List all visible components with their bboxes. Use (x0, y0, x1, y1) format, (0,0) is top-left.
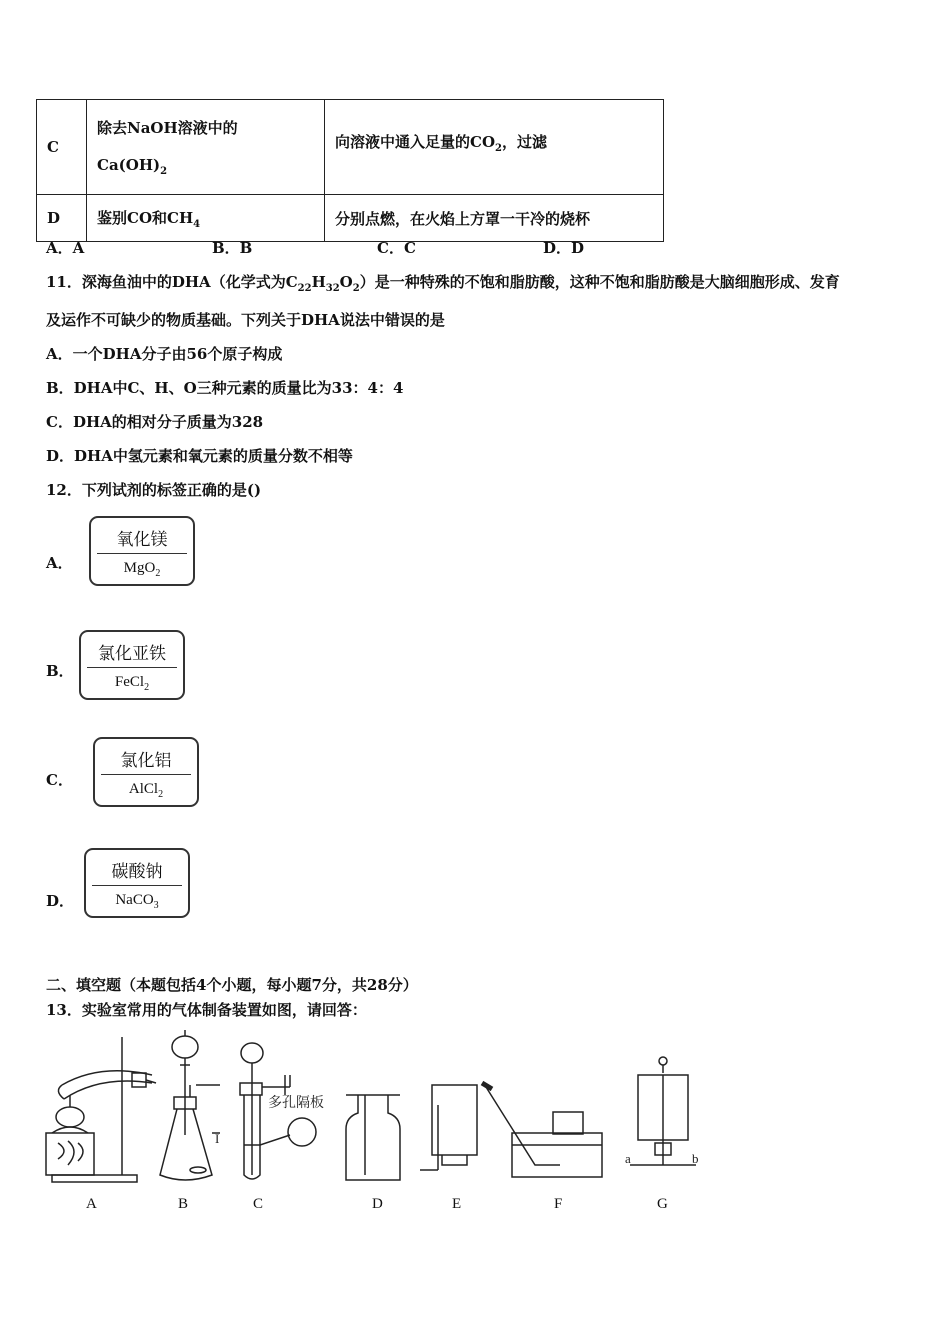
q11-stem: 11．深海鱼油中的DHA（化学式为$C_{22}H_{32}O_2$）是一种特殊的不饱和脂肪酸，这种不饱和脂肪酸是大脑细胞形成、发育 (46, 273, 840, 294)
port-a-label: a (625, 1151, 631, 1166)
port-b-label: b (692, 1151, 699, 1166)
porous-plate-label: 多孔隔板 (268, 1095, 324, 1111)
q11-option-c: C．DHA的相对分子质量为328 (46, 413, 264, 431)
task-line2: $Ca(OH)_2$ (97, 156, 168, 177)
row-method: 分别点燃，在火焰上方罩一干冷的烧杯 (325, 195, 664, 242)
label-divider (92, 885, 182, 886)
choice-b: B．B (212, 239, 253, 257)
choice-d: D．D (543, 239, 585, 257)
label-divider (101, 774, 191, 775)
q12-stem: 12．下列试剂的标签正确的是() (46, 481, 262, 499)
apparatus-e (420, 1085, 477, 1170)
q12-letter-b: B． (46, 662, 74, 680)
apparatus-label-b: B (178, 1196, 189, 1212)
apparatus-d (346, 1095, 400, 1180)
reagent-label-c (93, 737, 199, 807)
reagent-name: 碳酸钠 (111, 862, 163, 882)
table-row (37, 100, 664, 195)
apparatus-label-f: F (554, 1196, 563, 1212)
q11-stem-line2: 及运作不可缺少的物质基础。下列关于DHA说法中错误的是 (46, 311, 445, 329)
reagent-name: 氯化亚铁 (98, 644, 166, 664)
mark-i: I (215, 1131, 220, 1146)
label-divider (97, 553, 187, 554)
row-task (87, 100, 325, 195)
apparatus-f (482, 1083, 602, 1177)
q11-option-b: B．DHA中C、H、O三种元素的质量比为33：4：4 (46, 379, 404, 397)
reagent-label-b (79, 630, 185, 700)
row-label: D (37, 195, 87, 242)
reagent-name: 氯化铝 (120, 751, 172, 771)
apparatus-label-d: D (372, 1196, 383, 1212)
choice-a: A．A (46, 239, 85, 257)
q13-stem: 13．实验室常用的气体制备装置如图，请回答： (46, 1001, 367, 1019)
reagent-formula: AlCl$_2$ (128, 781, 164, 800)
q10-choices (0, 237, 950, 257)
apparatus-label-a: A (86, 1196, 97, 1212)
apparatus-label-e: E (452, 1196, 462, 1212)
q11-option-a: A．一个DHA分子由56个原子构成 (46, 345, 283, 363)
reagent-label-d (84, 848, 190, 918)
row-task: 鉴别CO和$CH_4$ (87, 195, 325, 242)
apparatus-label-c: C (253, 1196, 264, 1212)
q12-letter-c: C． (46, 771, 73, 789)
apparatus-c (240, 1043, 316, 1179)
row-label: C (37, 100, 87, 195)
apparatus-a (46, 1037, 156, 1182)
apparatus-g (630, 1057, 696, 1165)
q11-option-d: D．DHA中氢元素和氧元素的质量分数不相等 (46, 447, 353, 465)
label-divider (87, 667, 177, 668)
options-table (36, 99, 664, 242)
gas-apparatus-figure (40, 1025, 720, 1195)
apparatus-label-g: G (657, 1196, 668, 1212)
choice-c: C．C (377, 239, 416, 257)
task-line1: 除去NaOH溶液中的 (97, 119, 238, 137)
reagent-label-a (89, 516, 195, 586)
reagent-formula: FeCl$_2$ (114, 674, 150, 693)
q12-letter-d: D． (46, 892, 75, 910)
row-method: 向溶液中通入足量的$CO_2$，过滤 (325, 100, 664, 195)
table-row (37, 195, 664, 242)
reagent-formula: NaCO$_3$ (115, 892, 159, 911)
reagent-name: 氧化镁 (116, 530, 168, 550)
reagent-formula: MgO$_2$ (123, 560, 161, 579)
apparatus-b (160, 1030, 220, 1180)
section-heading: 二、填空题（本题包括4个小题，每小题7分，共28分） (46, 976, 418, 994)
q12-letter-a: A． (46, 554, 73, 572)
